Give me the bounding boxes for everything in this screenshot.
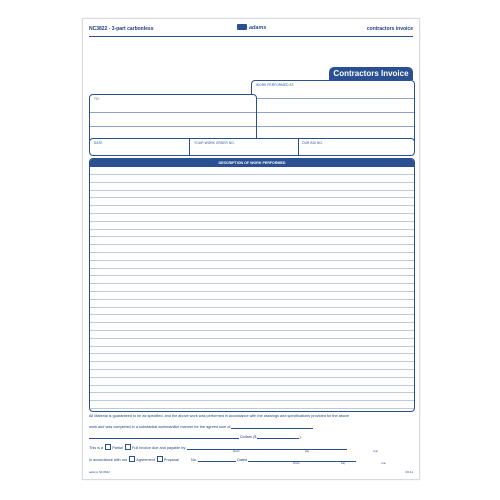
to-line: [90, 126, 256, 127]
invoice-form-page: [82, 18, 420, 480]
top-divider: [89, 36, 413, 37]
terms-line-3: [89, 434, 413, 439]
amount-words-field[interactable]: [89, 434, 239, 439]
to-label: TO:: [94, 97, 100, 101]
work-performed-at-label: WORK PERFORMED AT:: [256, 83, 295, 87]
invoice-type-prefix: This is a: [89, 446, 104, 450]
form-model-number: NC3822 - 3-part carbonless: [89, 26, 154, 32]
footer-code: 08-11: [405, 470, 413, 474]
partial-checkbox[interactable]: [105, 444, 111, 450]
proposal-checkbox[interactable]: [157, 456, 163, 462]
agreement-checkbox[interactable]: [129, 456, 135, 462]
agreement-number-field[interactable]: [198, 457, 236, 462]
description-box[interactable]: [89, 158, 415, 412]
description-lines[interactable]: [90, 167, 414, 411]
form-title: Contractors Invoice: [329, 67, 413, 80]
dated-month-hint: Month: [293, 462, 300, 465]
field-divider: [298, 139, 299, 155]
work-line: [252, 126, 414, 127]
number-label: No.: [191, 458, 197, 462]
form-type-label: contractors invoice: [366, 26, 413, 32]
partial-label: Partial: [112, 446, 123, 450]
terms-line-2: [89, 424, 413, 429]
full-invoice-label: Full invoice due and payable by:: [132, 446, 187, 450]
terms-line-5: [89, 456, 413, 462]
dated-day-hint: Day: [341, 462, 346, 465]
agreement-label: Agreement: [136, 458, 155, 462]
work-line: [252, 112, 414, 113]
description-header: DESCRIPTION OF WORK PERFORMED: [90, 159, 414, 167]
work-line: [252, 98, 414, 99]
work-order-no-label: YOUR WORK ORDER NO.: [194, 141, 235, 145]
agreed-sum-field[interactable]: [231, 424, 313, 429]
field-divider: [189, 139, 190, 155]
accordance-prefix: In accordance with our: [89, 458, 128, 462]
footer-brand: adams NC3822: [89, 470, 110, 474]
terms-line-2-text: work and was completed in a substantial workmanlike manner for the agreed sum of: [89, 425, 231, 429]
dollars-close: ).: [299, 435, 302, 439]
dollars-amount-field[interactable]: [257, 434, 302, 439]
proposal-label: Proposal: [163, 458, 179, 462]
brand-name: adams: [249, 25, 267, 31]
terms-line-4: [89, 444, 413, 450]
due-date-field[interactable]: [187, 445, 347, 450]
dollars-label: Dollars ($: [240, 435, 257, 439]
brand-logo-icon: [237, 24, 247, 30]
form-top-bar: [89, 23, 413, 37]
dated-label: Dated: [237, 458, 248, 462]
due-year-hint: Year: [373, 450, 378, 453]
date-label: DATE: [94, 141, 103, 145]
dated-year-hint: Year: [381, 462, 386, 465]
to-line: [90, 112, 256, 113]
due-month-hint: Month: [233, 450, 240, 453]
due-day-hint: Day: [305, 450, 310, 453]
bid-no-label: OUR BID NO.: [302, 141, 323, 145]
terms-line-1: All Material is guaranteed to be as specified, and the above work was performed in accordance with the drawings and specifications provided for the above: [89, 414, 350, 418]
order-info-row: [89, 138, 415, 156]
full-invoice-checkbox[interactable]: [125, 444, 131, 450]
brand-logo: [237, 24, 266, 31]
